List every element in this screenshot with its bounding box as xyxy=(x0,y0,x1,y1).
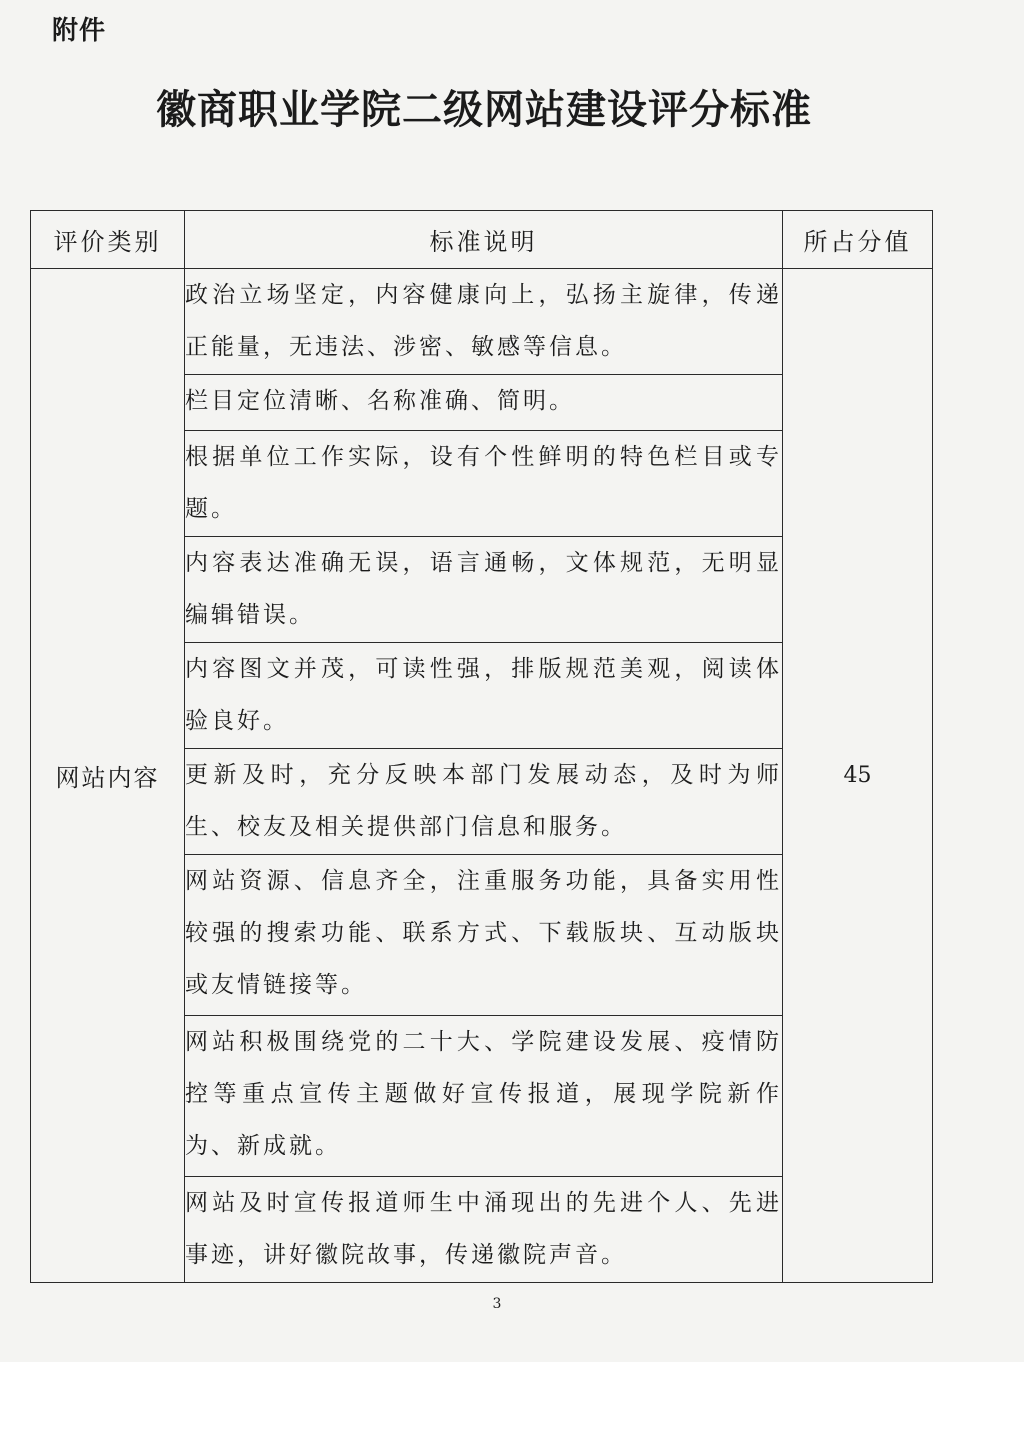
criterion-cell: 网站积极围绕党的二十大、学院建设发展、疫情防控等重点宣传主题做好宣传报道，展现学院新作为、新成就。 xyxy=(185,1016,783,1177)
score-cell: 45 xyxy=(783,269,933,1283)
header-criteria: 标准说明 xyxy=(185,211,783,269)
table-row xyxy=(31,269,933,375)
criterion-cell: 栏目定位清晰、名称准确、简明。 xyxy=(185,375,783,431)
criterion-cell: 网站及时宣传报道师生中涌现出的先进个人、先进事迹，讲好徽院故事，传递徽院声音。 xyxy=(185,1177,783,1283)
header-category: 评价类别 xyxy=(31,211,185,269)
criterion-cell: 更新及时，充分反映本部门发展动态，及时为师生、校友及相关提供部门信息和服务。 xyxy=(185,749,783,855)
table-header-row xyxy=(31,211,933,269)
page-number: 3 xyxy=(492,1296,502,1312)
criterion-cell: 内容图文并茂，可读性强，排版规范美观，阅读体验良好。 xyxy=(185,643,783,749)
criterion-cell: 政治立场坚定，内容健康向上，弘扬主旋律，传递正能量，无违法、涉密、敏感等信息。 xyxy=(185,269,783,375)
header-score: 所占分值 xyxy=(783,211,933,269)
criterion-cell: 内容表达准确无误，语言通畅，文体规范，无明显编辑错误。 xyxy=(185,537,783,643)
document-title: 徽商职业学院二级网站建设评分标准 xyxy=(156,86,812,133)
scoring-table xyxy=(30,210,933,1283)
criterion-cell: 根据单位工作实际，设有个性鲜明的特色栏目或专题。 xyxy=(185,431,783,537)
category-cell: 网站内容 xyxy=(31,269,185,1283)
criterion-cell: 网站资源、信息齐全，注重服务功能，具备实用性较强的搜索功能、联系方式、下载版块、互动版块或友情链接等。 xyxy=(185,855,783,1016)
attachment-label: 附件 xyxy=(52,16,107,46)
